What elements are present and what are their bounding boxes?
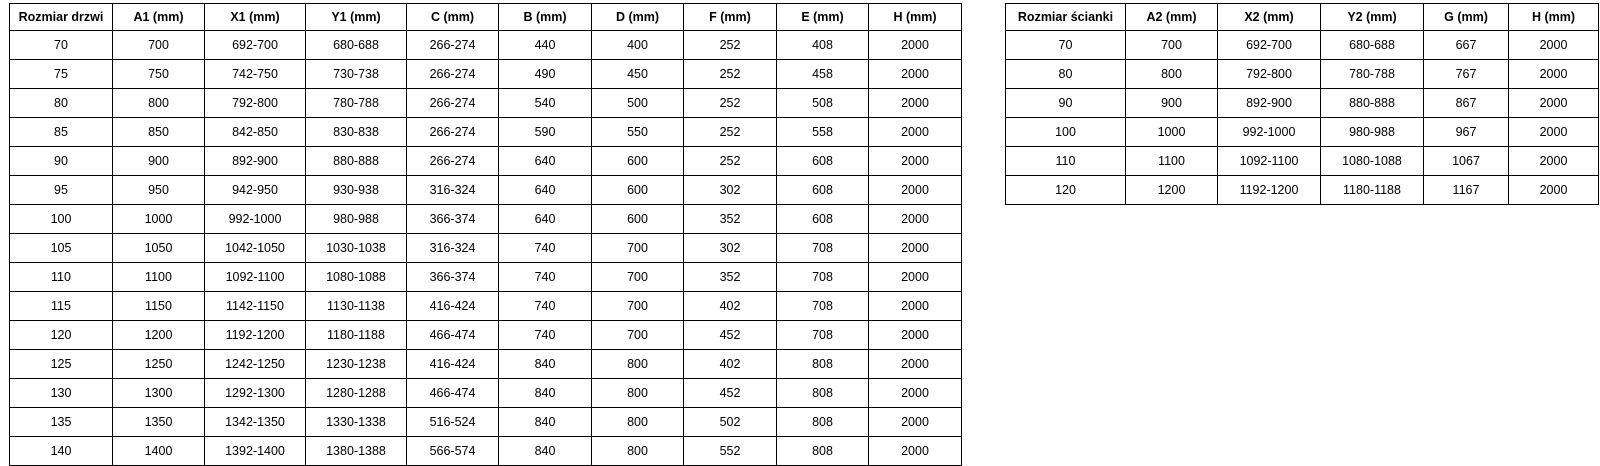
- table-cell: 130: [10, 379, 113, 408]
- table-cell: 800: [592, 350, 684, 379]
- table-cell: 2000: [869, 408, 962, 437]
- table-cell: 100: [1006, 118, 1126, 147]
- table-cell: 416-424: [407, 292, 499, 321]
- table-header-row: [10, 4, 962, 31]
- table-cell: 440: [499, 31, 592, 60]
- table-cell: 1192-1200: [1218, 176, 1321, 205]
- table-cell: 558: [777, 118, 869, 147]
- table-cell: 266-274: [407, 118, 499, 147]
- table-cell: 266-274: [407, 60, 499, 89]
- table-cell: 1100: [1126, 147, 1218, 176]
- table-row: [10, 176, 962, 205]
- table-cell: 110: [10, 263, 113, 292]
- table-cell: 708: [777, 234, 869, 263]
- table-cell: 1180-1188: [306, 321, 407, 350]
- table-cell: 842-850: [205, 118, 306, 147]
- door-size-table-container: [9, 3, 962, 466]
- table-cell: 740: [499, 292, 592, 321]
- table-cell: 1350: [113, 408, 205, 437]
- table-cell: 992-1000: [205, 205, 306, 234]
- table-cell: 980-988: [306, 205, 407, 234]
- table-row: [10, 379, 962, 408]
- table-cell: 1042-1050: [205, 234, 306, 263]
- column-header: Rozmiar ścianki: [1006, 4, 1126, 31]
- table-cell: 700: [592, 292, 684, 321]
- table-cell: 120: [10, 321, 113, 350]
- table-cell: 95: [10, 176, 113, 205]
- table-cell: 1200: [1126, 176, 1218, 205]
- table-cell: 730-738: [306, 60, 407, 89]
- table-cell: 1167: [1424, 176, 1509, 205]
- table-cell: 100: [10, 205, 113, 234]
- table-cell: 2000: [1509, 31, 1599, 60]
- table-cell: 1300: [113, 379, 205, 408]
- table-cell: 452: [684, 321, 777, 350]
- table-cell: 800: [113, 89, 205, 118]
- wall-size-table: [1005, 3, 1599, 205]
- table-cell: 105: [10, 234, 113, 263]
- table-cell: 992-1000: [1218, 118, 1321, 147]
- table-cell: 266-274: [407, 31, 499, 60]
- table-cell: 880-888: [306, 147, 407, 176]
- table-row: [10, 292, 962, 321]
- table-cell: 466-474: [407, 321, 499, 350]
- table-cell: 502: [684, 408, 777, 437]
- table-cell: 316-324: [407, 176, 499, 205]
- table-cell: 316-324: [407, 234, 499, 263]
- table-row: [10, 437, 962, 466]
- column-header: D (mm): [592, 4, 684, 31]
- table-cell: 402: [684, 292, 777, 321]
- column-header: Y1 (mm): [306, 4, 407, 31]
- table-cell: 590: [499, 118, 592, 147]
- table-cell: 110: [1006, 147, 1126, 176]
- table-cell: 540: [499, 89, 592, 118]
- table-cell: 667: [1424, 31, 1509, 60]
- table-cell: 366-374: [407, 263, 499, 292]
- column-header: X2 (mm): [1218, 4, 1321, 31]
- table-cell: 830-838: [306, 118, 407, 147]
- table-cell: 1392-1400: [205, 437, 306, 466]
- table-cell: 608: [777, 205, 869, 234]
- table-cell: 692-700: [1218, 31, 1321, 60]
- table-cell: 2000: [1509, 89, 1599, 118]
- table-cell: 840: [499, 379, 592, 408]
- table-cell: 800: [592, 379, 684, 408]
- column-header: F (mm): [684, 4, 777, 31]
- table-cell: 1067: [1424, 147, 1509, 176]
- table-cell: 780-788: [1321, 60, 1424, 89]
- table-cell: 880-888: [1321, 89, 1424, 118]
- table-cell: 708: [777, 321, 869, 350]
- table-row: [10, 60, 962, 89]
- table-cell: 2000: [869, 263, 962, 292]
- table-row: [10, 408, 962, 437]
- table-cell: 767: [1424, 60, 1509, 89]
- table-cell: 1292-1300: [205, 379, 306, 408]
- table-cell: 700: [1126, 31, 1218, 60]
- table-cell: 1100: [113, 263, 205, 292]
- table-cell: 808: [777, 350, 869, 379]
- table-cell: 1092-1100: [1218, 147, 1321, 176]
- column-header: H (mm): [869, 4, 962, 31]
- table-cell: 792-800: [1218, 60, 1321, 89]
- table-cell: 892-900: [1218, 89, 1321, 118]
- column-header: B (mm): [499, 4, 592, 31]
- table-cell: 90: [1006, 89, 1126, 118]
- column-header: E (mm): [777, 4, 869, 31]
- table-cell: 1130-1138: [306, 292, 407, 321]
- table-cell: 2000: [869, 350, 962, 379]
- table-cell: 840: [499, 408, 592, 437]
- column-header: A1 (mm): [113, 4, 205, 31]
- table-cell: 808: [777, 379, 869, 408]
- table-cell: 840: [499, 437, 592, 466]
- table-cell: 70: [10, 31, 113, 60]
- table-cell: 600: [592, 147, 684, 176]
- column-header: G (mm): [1424, 4, 1509, 31]
- table-cell: 950: [113, 176, 205, 205]
- table-row: [10, 31, 962, 60]
- table-cell: 500: [592, 89, 684, 118]
- table-cell: 900: [113, 147, 205, 176]
- table-cell: 892-900: [205, 147, 306, 176]
- table-cell: 808: [777, 408, 869, 437]
- table-cell: 740: [499, 234, 592, 263]
- table-cell: 750: [113, 60, 205, 89]
- table-cell: 800: [592, 437, 684, 466]
- table-cell: 2000: [1509, 118, 1599, 147]
- table-cell: 2000: [869, 176, 962, 205]
- table-cell: 1380-1388: [306, 437, 407, 466]
- table-cell: 366-374: [407, 205, 499, 234]
- table-cell: 780-788: [306, 89, 407, 118]
- table-cell: 552: [684, 437, 777, 466]
- table-cell: 1400: [113, 437, 205, 466]
- table-cell: 1192-1200: [205, 321, 306, 350]
- table-cell: 252: [684, 31, 777, 60]
- table-cell: 458: [777, 60, 869, 89]
- table-cell: 792-800: [205, 89, 306, 118]
- table-cell: 2000: [869, 234, 962, 263]
- table-cell: 1142-1150: [205, 292, 306, 321]
- table-cell: 1180-1188: [1321, 176, 1424, 205]
- table-cell: 708: [777, 263, 869, 292]
- table-cell: 1200: [113, 321, 205, 350]
- table-header-row: [1006, 4, 1599, 31]
- table-cell: 70: [1006, 31, 1126, 60]
- table-cell: 740: [499, 263, 592, 292]
- table-cell: 252: [684, 89, 777, 118]
- table-cell: 1150: [113, 292, 205, 321]
- table-cell: 1230-1238: [306, 350, 407, 379]
- table-cell: 800: [592, 408, 684, 437]
- column-header: Rozmiar drzwi: [10, 4, 113, 31]
- table-cell: 600: [592, 205, 684, 234]
- table-cell: 1080-1088: [1321, 147, 1424, 176]
- table-cell: 252: [684, 147, 777, 176]
- table-cell: 452: [684, 379, 777, 408]
- table-cell: 400: [592, 31, 684, 60]
- table-cell: 1342-1350: [205, 408, 306, 437]
- table-row: [1006, 147, 1599, 176]
- table-cell: 900: [1126, 89, 1218, 118]
- table-cell: 800: [1126, 60, 1218, 89]
- table-cell: 80: [1006, 60, 1126, 89]
- table-cell: 930-938: [306, 176, 407, 205]
- table-cell: 90: [10, 147, 113, 176]
- column-header: H (mm): [1509, 4, 1599, 31]
- table-cell: 252: [684, 118, 777, 147]
- table-cell: 115: [10, 292, 113, 321]
- table-cell: 550: [592, 118, 684, 147]
- table-cell: 700: [592, 321, 684, 350]
- table-cell: 640: [499, 176, 592, 205]
- table-cell: 2000: [1509, 60, 1599, 89]
- column-header: A2 (mm): [1126, 4, 1218, 31]
- table-cell: 490: [499, 60, 592, 89]
- table-cell: 516-524: [407, 408, 499, 437]
- table-cell: 840: [499, 350, 592, 379]
- table-cell: 450: [592, 60, 684, 89]
- wall-size-table-container: [1005, 3, 1599, 205]
- table-cell: 942-950: [205, 176, 306, 205]
- table-cell: 2000: [869, 379, 962, 408]
- table-cell: 85: [10, 118, 113, 147]
- table-cell: 2000: [869, 31, 962, 60]
- table-cell: 2000: [869, 292, 962, 321]
- table-cell: 2000: [869, 437, 962, 466]
- table-cell: 867: [1424, 89, 1509, 118]
- table-row: [10, 350, 962, 379]
- table-row: [1006, 118, 1599, 147]
- table-cell: 2000: [869, 60, 962, 89]
- table-row: [10, 147, 962, 176]
- table-cell: 740: [499, 321, 592, 350]
- table-cell: 700: [592, 234, 684, 263]
- table-cell: 408: [777, 31, 869, 60]
- table-cell: 808: [777, 437, 869, 466]
- table-cell: 600: [592, 176, 684, 205]
- table-cell: 266-274: [407, 89, 499, 118]
- table-cell: 1050: [113, 234, 205, 263]
- column-header: X1 (mm): [205, 4, 306, 31]
- door-size-table: [9, 3, 962, 466]
- table-cell: 708: [777, 292, 869, 321]
- table-cell: 2000: [869, 89, 962, 118]
- table-cell: 680-688: [306, 31, 407, 60]
- table-row: [10, 205, 962, 234]
- table-cell: 352: [684, 205, 777, 234]
- table-cell: 566-574: [407, 437, 499, 466]
- table-cell: 700: [113, 31, 205, 60]
- table-cell: 680-688: [1321, 31, 1424, 60]
- table-cell: 640: [499, 147, 592, 176]
- table-cell: 850: [113, 118, 205, 147]
- table-cell: 700: [592, 263, 684, 292]
- table-row: [10, 89, 962, 118]
- table-cell: 2000: [869, 321, 962, 350]
- table-cell: 302: [684, 234, 777, 263]
- table-cell: 352: [684, 263, 777, 292]
- table-cell: 125: [10, 350, 113, 379]
- table-row: [1006, 89, 1599, 118]
- table-cell: 266-274: [407, 147, 499, 176]
- table-row: [10, 234, 962, 263]
- table-cell: 140: [10, 437, 113, 466]
- table-cell: 640: [499, 205, 592, 234]
- table-row: [10, 118, 962, 147]
- table-row: [1006, 31, 1599, 60]
- column-header: C (mm): [407, 4, 499, 31]
- table-cell: 416-424: [407, 350, 499, 379]
- table-row: [1006, 176, 1599, 205]
- table-cell: 1092-1100: [205, 263, 306, 292]
- table-cell: 608: [777, 176, 869, 205]
- table-cell: 2000: [1509, 147, 1599, 176]
- table-row: [1006, 60, 1599, 89]
- table-cell: 120: [1006, 176, 1126, 205]
- table-cell: 466-474: [407, 379, 499, 408]
- table-cell: 135: [10, 408, 113, 437]
- table-cell: 1250: [113, 350, 205, 379]
- table-cell: 2000: [869, 118, 962, 147]
- table-cell: 75: [10, 60, 113, 89]
- table-cell: 2000: [869, 147, 962, 176]
- table-cell: 302: [684, 176, 777, 205]
- table-cell: 608: [777, 147, 869, 176]
- table-cell: 2000: [1509, 176, 1599, 205]
- table-cell: 1030-1038: [306, 234, 407, 263]
- table-cell: 402: [684, 350, 777, 379]
- column-header: Y2 (mm): [1321, 4, 1424, 31]
- table-row: [10, 263, 962, 292]
- table-cell: 1080-1088: [306, 263, 407, 292]
- table-cell: 967: [1424, 118, 1509, 147]
- table-cell: 80: [10, 89, 113, 118]
- table-cell: 508: [777, 89, 869, 118]
- table-cell: 692-700: [205, 31, 306, 60]
- table-cell: 1242-1250: [205, 350, 306, 379]
- table-cell: 742-750: [205, 60, 306, 89]
- table-cell: 1000: [113, 205, 205, 234]
- table-cell: 1000: [1126, 118, 1218, 147]
- table-cell: 2000: [869, 205, 962, 234]
- table-cell: 1280-1288: [306, 379, 407, 408]
- table-cell: 1330-1338: [306, 408, 407, 437]
- table-cell: 252: [684, 60, 777, 89]
- table-row: [10, 321, 962, 350]
- table-cell: 980-988: [1321, 118, 1424, 147]
